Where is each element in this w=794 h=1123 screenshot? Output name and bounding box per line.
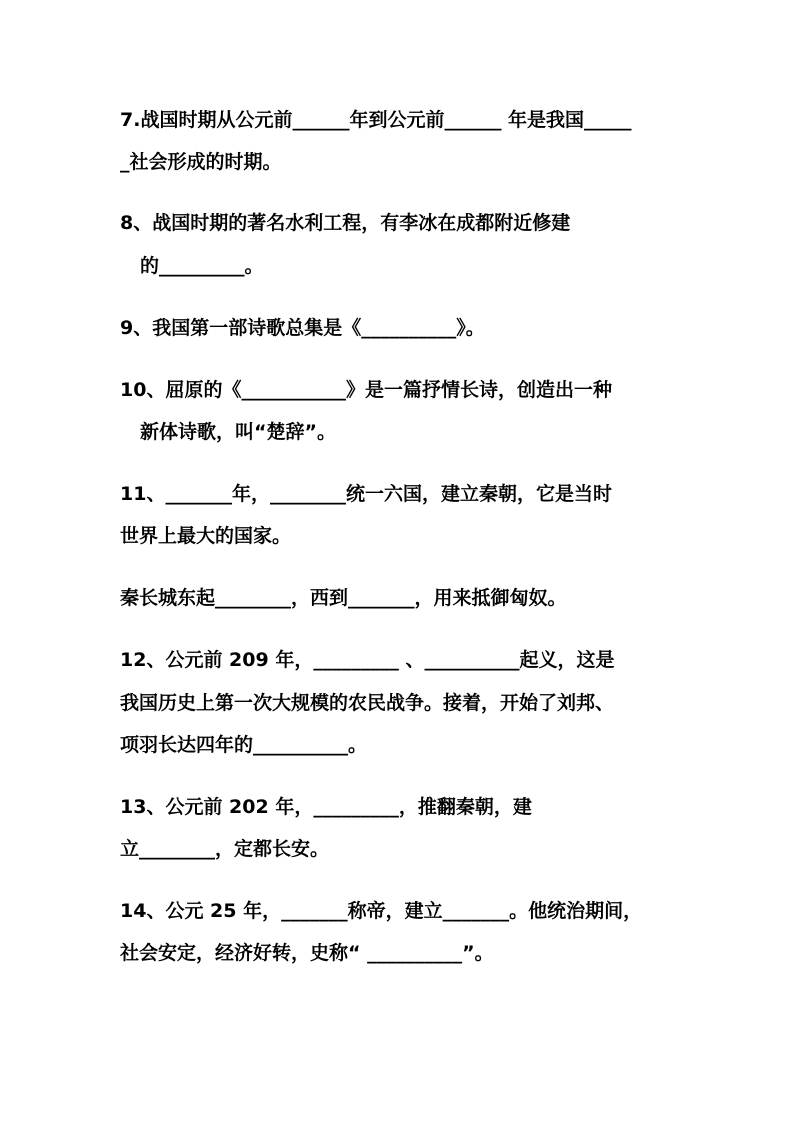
question-11-line-2: 世界上最大的国家。 <box>120 525 292 547</box>
question-8-line-1: 8、战国时期的著名水利工程，有李冰在成都附近修建 <box>120 212 571 234</box>
question-7-line-1: 7.战国时期从公元前______年到公元前______ 年是我国_____ <box>120 109 632 131</box>
question-8-line-2: 的_________。 <box>140 255 264 277</box>
question-12-line-2: 我国历史上第一次大规模的农民战争。接着，开始了刘邦、 <box>120 692 615 714</box>
question-12-line-3: 项羽长达四年的__________。 <box>120 734 368 756</box>
question-7-line-2: _社会形成的时期。 <box>120 151 282 173</box>
great-wall-line: 秦长城东起________，西到_______，用来抵御匈奴。 <box>120 587 567 609</box>
question-14-line-2: 社会安定，经济好转，史称“ __________”。 <box>120 942 494 964</box>
question-9-line-1: 9、我国第一部诗歌总集是《__________》。 <box>120 317 485 339</box>
question-11-line-1: 11、_______年，________统一六国，建立秦朝，它是当时 <box>120 483 612 505</box>
question-13-line-1: 13、公元前 202 年，_________，推翻秦朝，建 <box>120 796 532 818</box>
question-13-line-2: 立________，定都长安。 <box>120 838 330 860</box>
question-10-line-2: 新体诗歌，叫“楚辞”。 <box>140 421 336 443</box>
question-10-line-1: 10、屈原的《___________》是一篇抒情长诗，创造出一种 <box>120 379 612 401</box>
question-12-line-1: 12、公元前 209 年，_________ 、__________起义，这是 <box>120 649 615 671</box>
question-14-line-1: 14、公元 25 年，_______称帝，建立_______。他统治期间， <box>120 900 643 922</box>
